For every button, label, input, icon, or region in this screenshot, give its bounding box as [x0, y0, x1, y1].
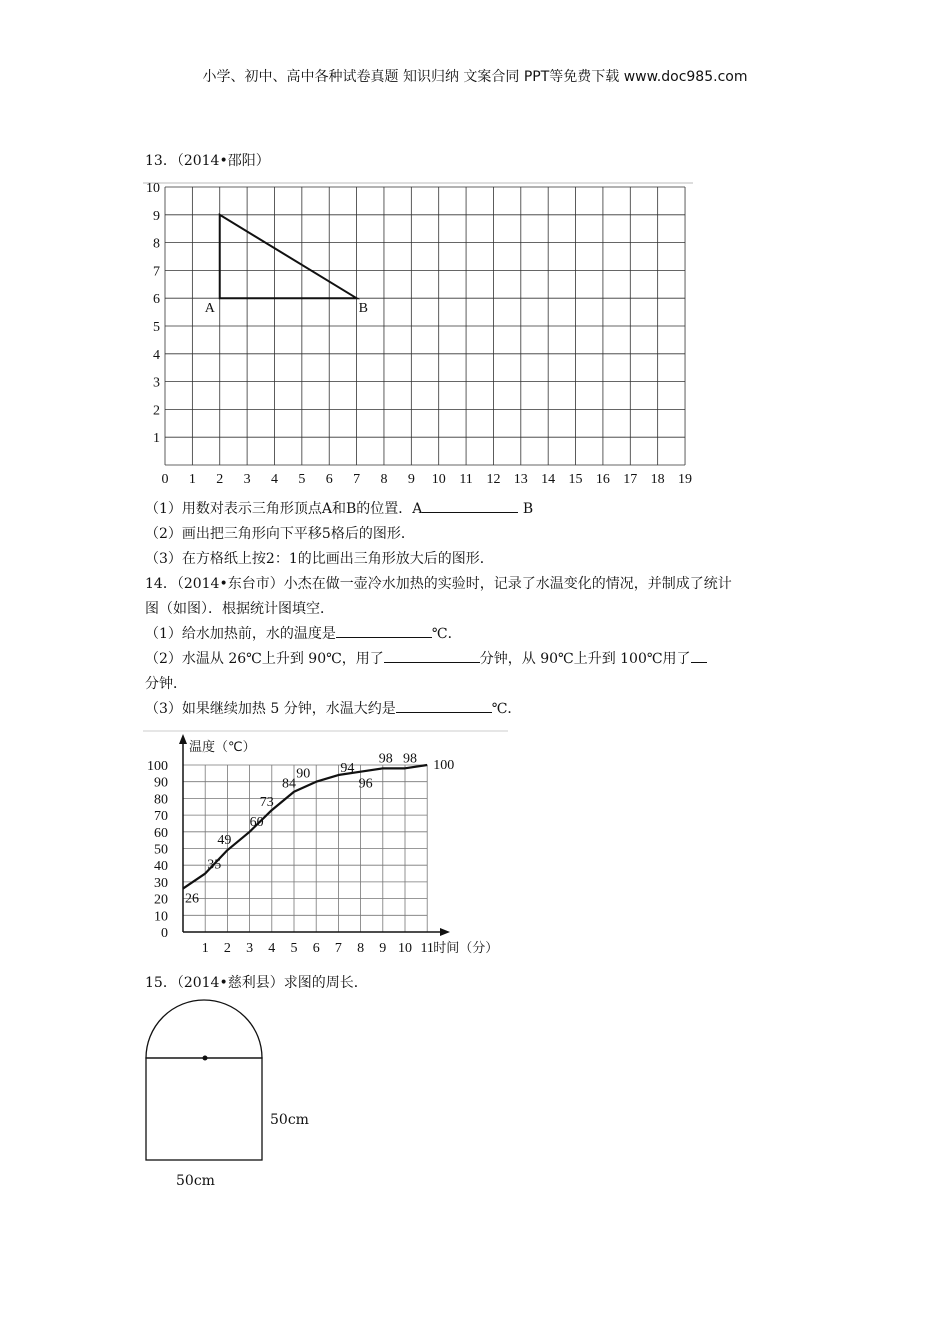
x-tick-label: 18 [650, 472, 665, 487]
data-label: 94 [340, 761, 355, 777]
y-tick-label: 5 [153, 320, 160, 335]
x-tick-label: 16 [595, 472, 610, 487]
data-label: 26 [185, 891, 199, 907]
x-tick-label: 17 [623, 472, 638, 487]
y-tick-label: 20 [154, 892, 168, 908]
y-tick-label: 80 [154, 792, 168, 808]
x-tick-label: 10 [398, 941, 412, 956]
data-label: 35 [207, 857, 222, 873]
x-tick-label: 12 [486, 472, 501, 487]
side-label: 50cm [270, 1112, 309, 1128]
data-label: 98 [378, 751, 393, 767]
page-header: 小学、初中、高中各种试卷真题 知识归纳 文案合同 PPT等免费下载 www.doc985.com [202, 69, 748, 85]
vertex-label-a: A [204, 301, 215, 317]
q13-item-2: （2）画出把三角形向下平移5格后的图形． [145, 526, 415, 542]
x-tick-label: 13 [513, 472, 528, 487]
y-tick-label: 0 [161, 926, 168, 941]
x-tick-label: 3 [243, 472, 251, 487]
x-tick-label: 19 [678, 472, 693, 487]
bottom-label: 50cm [176, 1173, 215, 1189]
center-dot [203, 1056, 208, 1061]
x-tick-label: 5 [298, 472, 306, 487]
data-label: 96 [358, 776, 373, 792]
data-label: 73 [259, 795, 274, 811]
x-tick-label: 6 [325, 472, 333, 487]
y-tick-label: 30 [154, 875, 168, 891]
data-label: 100 [433, 758, 455, 773]
x-tick-label: 4 [270, 472, 278, 487]
y-tick-label: 1 [153, 431, 160, 447]
x-tick-label: 9 [379, 941, 387, 956]
x-tick-label: 7 [334, 941, 342, 956]
x-axis-label: 时间（分） [433, 941, 499, 956]
x-tick-label: 7 [353, 472, 361, 487]
q13-item-3: （3）在方格纸上按2：1的比画出三角形放大后的图形． [145, 551, 494, 567]
y-tick-label: 6 [153, 292, 160, 308]
rectangle [146, 1058, 262, 1160]
x-tick-label: 2 [223, 941, 231, 956]
q14-title: 14．（2014•东台市）小杰在做一壶冷水加热的实验时，记录了水温变化的情况，并制成了统计 [145, 576, 732, 592]
x-tick-label: 11 [459, 472, 473, 487]
q13-item-1: （1）用数对表示三角形顶点A和B的位置．A B [145, 501, 534, 517]
x-tick-label: 9 [407, 472, 415, 487]
x-tick-label: 8 [357, 941, 365, 956]
y-tick-label: 90 [154, 775, 168, 791]
x-tick-label: 4 [268, 941, 276, 956]
x-tick-label: 1 [188, 472, 196, 487]
y-tick-label: 50 [154, 842, 168, 858]
q15-title: 15．（2014•慈利县）求图的周长． [145, 975, 368, 991]
x-tick-label: 14 [541, 472, 556, 487]
x-tick-label: 15 [568, 472, 583, 487]
data-label: 60 [249, 814, 264, 830]
data-label: 49 [217, 833, 232, 849]
data-label: 98 [403, 751, 417, 767]
q14-title-2: 图（如图）．根据统计图填空． [145, 601, 334, 617]
data-label: 84 [282, 776, 296, 792]
y-tick-label: 2 [153, 403, 160, 419]
y-tick-label: 70 [154, 809, 168, 825]
x-tick-label: 6 [312, 941, 320, 956]
y-tick-label: 4 [153, 347, 160, 363]
q13-title: 13．（2014•邵阳） [145, 153, 270, 169]
x-tick-label: 0 [161, 472, 169, 487]
x-tick-label: 8 [380, 472, 388, 487]
vertex-label-b: B [358, 301, 368, 317]
q14-item-2: （2）水温从 26℃上升到 90℃，用了 分钟，从 90℃上升到 100℃用了 [145, 648, 707, 668]
x-tick-label: 11 [420, 941, 434, 956]
y-tick-label: 10 [146, 181, 160, 196]
y-axis-label: 温度（℃） [189, 740, 256, 755]
x-tick-label: 2 [216, 472, 224, 487]
x-tick-label: 5 [290, 941, 298, 956]
q14-item-3: （3）如果继续加热 5 分钟，水温大约是 ℃． [145, 701, 522, 717]
x-tick-label: 3 [246, 941, 254, 956]
y-tick-label: 8 [153, 236, 160, 252]
y-tick-label: 9 [153, 208, 160, 224]
semicircle [146, 1000, 262, 1058]
y-tick-label: 60 [154, 825, 168, 841]
y-tick-label: 100 [147, 759, 168, 774]
y-tick-label: 3 [153, 375, 160, 391]
y-tick-label: 10 [154, 909, 168, 925]
q14-item-1: （1）给水加热前，水的温度是 ℃． [145, 626, 462, 642]
y-tick-label: 7 [153, 264, 160, 280]
x-tick-label: 10 [431, 472, 446, 487]
x-tick-label: 1 [201, 941, 209, 956]
y-tick-label: 40 [154, 859, 168, 875]
q14-item-2-cont: 分钟． [145, 676, 187, 692]
data-label: 90 [296, 766, 311, 782]
